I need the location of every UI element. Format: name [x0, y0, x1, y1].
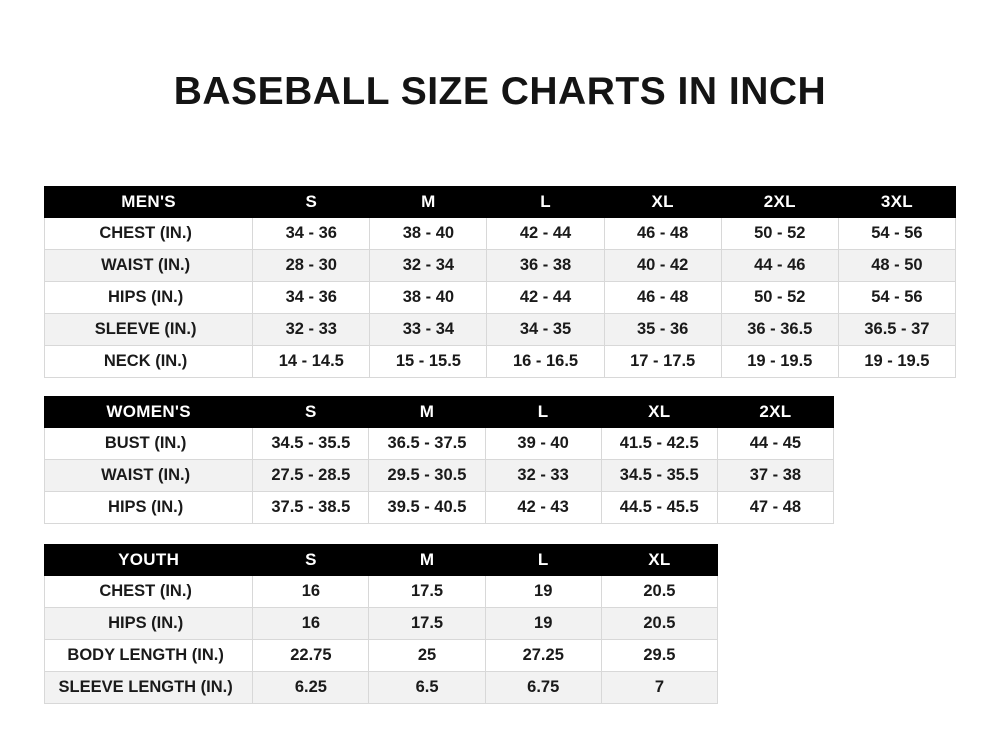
table-cell: 39 - 40 [485, 428, 601, 460]
table-cell: 15 - 15.5 [370, 346, 487, 378]
header-cell-xl: XL [601, 545, 717, 576]
table-cell: 46 - 48 [604, 282, 721, 314]
table-cell: 37.5 - 38.5 [253, 492, 369, 524]
table-cell: 38 - 40 [370, 282, 487, 314]
table-row [45, 640, 718, 672]
table-cell: 33 - 34 [370, 314, 487, 346]
table-cell: 16 [253, 576, 369, 608]
table-cell: 39.5 - 40.5 [369, 492, 485, 524]
header-cell-xl: XL [604, 187, 721, 218]
table-cell: 25 [369, 640, 485, 672]
table-cell: 37 - 38 [717, 460, 833, 492]
table-row [45, 428, 834, 460]
table-row [45, 460, 834, 492]
table-row [45, 346, 956, 378]
table-cell: 27.25 [485, 640, 601, 672]
table-cell: 34.5 - 35.5 [601, 460, 717, 492]
table-cell: 32 - 33 [485, 460, 601, 492]
header-cell-l: L [487, 187, 604, 218]
table-cell: 19 [485, 576, 601, 608]
table-cell: 7 [601, 672, 717, 704]
row-label: BUST (IN.) [45, 428, 253, 460]
table-cell: 34.5 - 35.5 [253, 428, 369, 460]
header-cell-m: M [370, 187, 487, 218]
table-cell: 20.5 [601, 608, 717, 640]
header-cell-l: L [485, 545, 601, 576]
table-cell: 28 - 30 [253, 250, 370, 282]
table-cell: 14 - 14.5 [253, 346, 370, 378]
table-cell: 36 - 36.5 [721, 314, 838, 346]
table-cell: 35 - 36 [604, 314, 721, 346]
table-cell: 17 - 17.5 [604, 346, 721, 378]
table-cell: 40 - 42 [604, 250, 721, 282]
table-row [45, 218, 956, 250]
table-cell: 36.5 - 37 [838, 314, 955, 346]
row-label: SLEEVE (IN.) [45, 314, 253, 346]
table-cell: 20.5 [601, 576, 717, 608]
table-cell: 44 - 46 [721, 250, 838, 282]
table-cell: 19 - 19.5 [721, 346, 838, 378]
table-cell: 47 - 48 [717, 492, 833, 524]
table-cell: 19 - 19.5 [838, 346, 955, 378]
table-cell: 41.5 - 42.5 [601, 428, 717, 460]
table-cell: 32 - 33 [253, 314, 370, 346]
table-row [45, 672, 718, 704]
table-cell: 44.5 - 45.5 [601, 492, 717, 524]
table-cell: 38 - 40 [370, 218, 487, 250]
table-cell: 34 - 36 [253, 282, 370, 314]
table-cell: 42 - 43 [485, 492, 601, 524]
womens-size-chart [44, 396, 834, 524]
table-cell: 17.5 [369, 608, 485, 640]
table-header-row [45, 545, 718, 576]
table-row [45, 282, 956, 314]
table-row [45, 250, 956, 282]
row-label: SLEEVE LENGTH (IN.) [45, 672, 253, 704]
table-cell: 36 - 38 [487, 250, 604, 282]
row-label: HIPS (IN.) [45, 282, 253, 314]
header-cell-m: M [369, 397, 485, 428]
mens-size-chart [44, 186, 956, 378]
table-cell: 16 - 16.5 [487, 346, 604, 378]
table-cell: 16 [253, 608, 369, 640]
table-header-row [45, 187, 956, 218]
table-row [45, 608, 718, 640]
table-cell: 6.75 [485, 672, 601, 704]
row-label: HIPS (IN.) [45, 608, 253, 640]
table-cell: 29.5 - 30.5 [369, 460, 485, 492]
table-cell: 46 - 48 [604, 218, 721, 250]
page-title: BASEBALL SIZE CHARTS IN INCH [173, 70, 827, 113]
youth-size-chart [44, 544, 718, 704]
table-cell: 17.5 [369, 576, 485, 608]
table-header-row [45, 397, 834, 428]
table-cell: 29.5 [601, 640, 717, 672]
row-label: HIPS (IN.) [45, 492, 253, 524]
table-row [45, 492, 834, 524]
header-cell-2xl: 2XL [721, 187, 838, 218]
header-cell-s: S [253, 397, 369, 428]
table-cell: 50 - 52 [721, 218, 838, 250]
table-cell: 6.5 [369, 672, 485, 704]
row-label: NECK (IN.) [45, 346, 253, 378]
header-cell-category: WOMEN'S [45, 397, 253, 428]
table-cell: 34 - 36 [253, 218, 370, 250]
header-cell-3xl: 3XL [838, 187, 955, 218]
row-label: CHEST (IN.) [45, 576, 253, 608]
table-cell: 32 - 34 [370, 250, 487, 282]
table-cell: 6.25 [253, 672, 369, 704]
table-row [45, 314, 956, 346]
table-cell: 42 - 44 [487, 218, 604, 250]
header-cell-2xl: 2XL [717, 397, 833, 428]
table-cell: 54 - 56 [838, 218, 955, 250]
table-cell: 48 - 50 [838, 250, 955, 282]
header-cell-s: S [253, 187, 370, 218]
header-cell-category: YOUTH [45, 545, 253, 576]
header-cell-m: M [369, 545, 485, 576]
row-label: BODY LENGTH (IN.) [45, 640, 253, 672]
table-cell: 42 - 44 [487, 282, 604, 314]
header-cell-category: MEN'S [45, 187, 253, 218]
table-row [45, 576, 718, 608]
table-cell: 50 - 52 [721, 282, 838, 314]
table-cell: 54 - 56 [838, 282, 955, 314]
table-cell: 27.5 - 28.5 [253, 460, 369, 492]
header-cell-s: S [253, 545, 369, 576]
table-cell: 19 [485, 608, 601, 640]
row-label: CHEST (IN.) [45, 218, 253, 250]
header-cell-l: L [485, 397, 601, 428]
row-label: WAIST (IN.) [45, 460, 253, 492]
table-cell: 36.5 - 37.5 [369, 428, 485, 460]
header-cell-xl: XL [601, 397, 717, 428]
table-cell: 34 - 35 [487, 314, 604, 346]
table-cell: 22.75 [253, 640, 369, 672]
table-cell: 44 - 45 [717, 428, 833, 460]
row-label: WAIST (IN.) [45, 250, 253, 282]
